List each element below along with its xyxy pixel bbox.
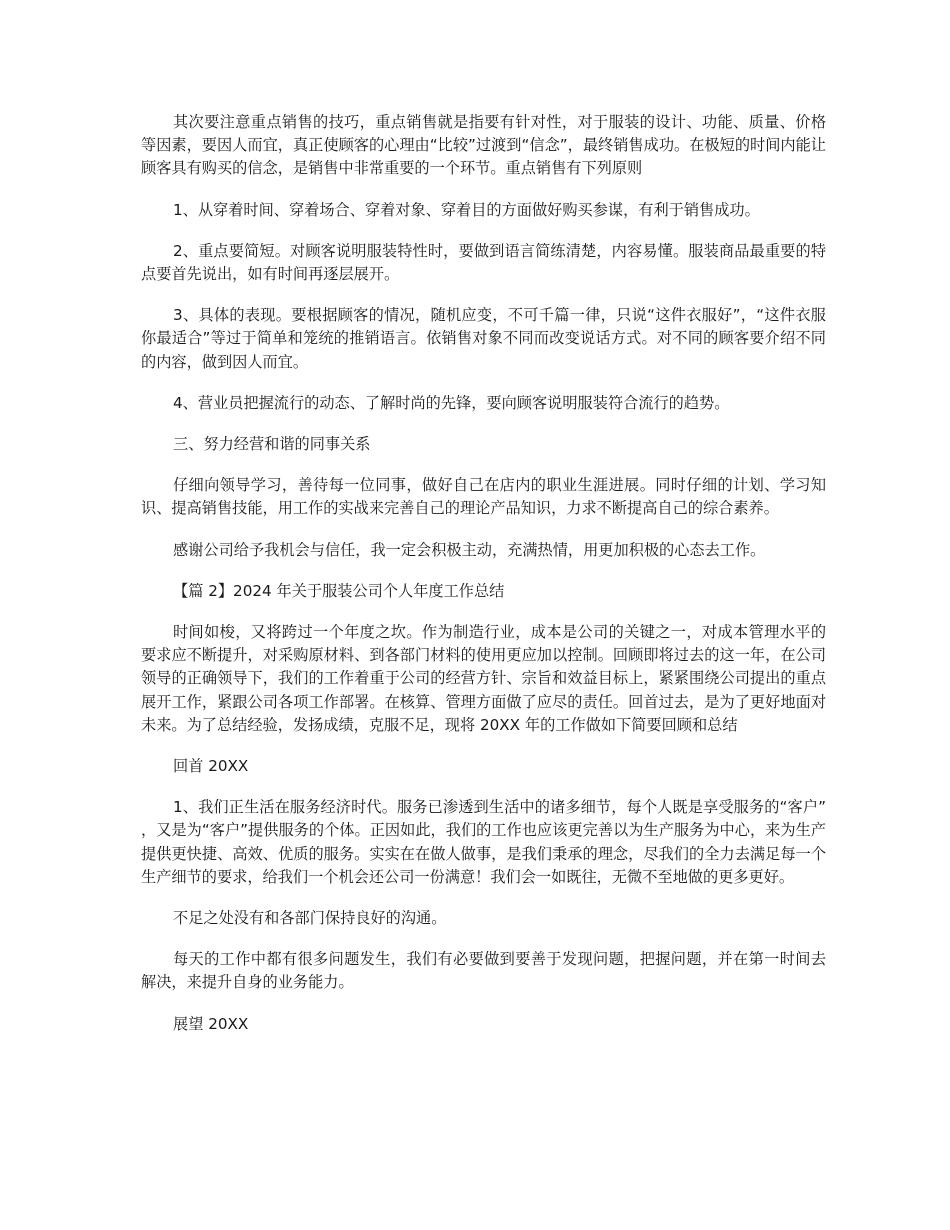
- document-body: [141, 111, 826, 1054]
- heading-outlook: 展望 20XX: [173, 1014, 249, 1033]
- paragraph-article-2-intro: 时间如梭，又将跨过一个年度之坎。作为制造行业，成本是公司的关键之一，对成本管理水平的要求应不断提升，对采购原材料、到各部门材料的使用更应加以控制。回顾即将过去的这一年，在公司领导的正确领导下，我们的工作着重于公司的经营方针、宗旨和效益目标上，紧紧围绕公司提出的重点展开工作，紧跟公司各项工作部署。在核算、管理方面做了应尽的责任。回首过去，是为了更好地面对未来。为了总结经验，发扬成绩，克服不足，现将 20XX 年的工作做如下简要回顾和总结: [141, 623, 826, 734]
- paragraph-review-1: 1、我们正生活在服务经济时代。服务已渗透到生活中的诸多细节，每个人既是享受服务的“客户”，又是为“客户”提供服务的个体。正因如此，我们的工作也应该更完善以为生产服务为中心，来为生产提供更快捷、高效、优质的服务。实实在在做人做事，是我们秉承的理念，尽我们的全力去满足每一个生产细节的要求，给我们一个机会还公司一份满意！我们会一如既往，无微不至地做的更多更好。: [141, 798, 826, 886]
- paragraph-principle-2: 2、重点要简短。对顾客说明服装特性时，要做到语言简练清楚，内容易懂。服装商品最重要的特点要首先说出，如有时间再逐层展开。: [141, 241, 826, 284]
- paragraph-colleagues: 仔细向领导学习，善待每一位同事，做好自己在店内的职业生涯进展。同时仔细的计划、学习知识、提高销售技能，用工作的实战来完善自己的理论产品知识，力求不断提高自己的综合素养。: [141, 476, 826, 518]
- paragraph-daily-work: 每天的工作中都有很多问题发生，我们有必要做到要善于发现问题，把握问题，并在第一时间去解决，来提升自身的业务能力。: [141, 950, 826, 992]
- paragraph-shortcoming: 不足之处没有和各部门保持良好的沟通。: [173, 909, 447, 928]
- paragraph-principle-1: 1、从穿着时间、穿着场合、穿着对象、穿着目的方面做好购买参谋，有利于销售成功。: [173, 200, 760, 219]
- paragraph-key-sales-intro: 其次要注意重点销售的技巧，重点销售就是指要有针对性，对于服装的设计、功能、质量、价格等因素，要因人而宜，真正使顾客的心理由“比较”过渡到“信念”，最终销售成功。在极短的时间内能让顾客具有购买的信念，是销售中非常重要的一个环节。重点销售有下列原则: [141, 113, 826, 178]
- heading-section-3: 三、努力经营和谐的同事关系: [173, 435, 371, 454]
- paragraph-principle-4: 4、营业员把握流行的动态、了解时尚的先锋，要向顾客说明服装符合流行的趋势。: [173, 393, 730, 412]
- heading-review: 回首 20XX: [173, 757, 249, 776]
- heading-article-2: 【篇 2】2024 年关于服装公司个人年度工作总结: [173, 581, 505, 600]
- paragraph-thanks: 感谢公司给予我机会与信任，我一定会积极主动，充满热情，用更加积极的心态去工作。: [173, 540, 766, 559]
- paragraph-principle-3: 3、具体的表现。要根据顾客的情况，随机应变，不可千篇一律，只说“这件衣服好”，“这件衣服你最适合”等过于简单和笼统的推销语言。依销售对象不同而改变说话方式。对不同的顾客要介绍不同的内容，做到因人而宜。: [141, 306, 826, 371]
